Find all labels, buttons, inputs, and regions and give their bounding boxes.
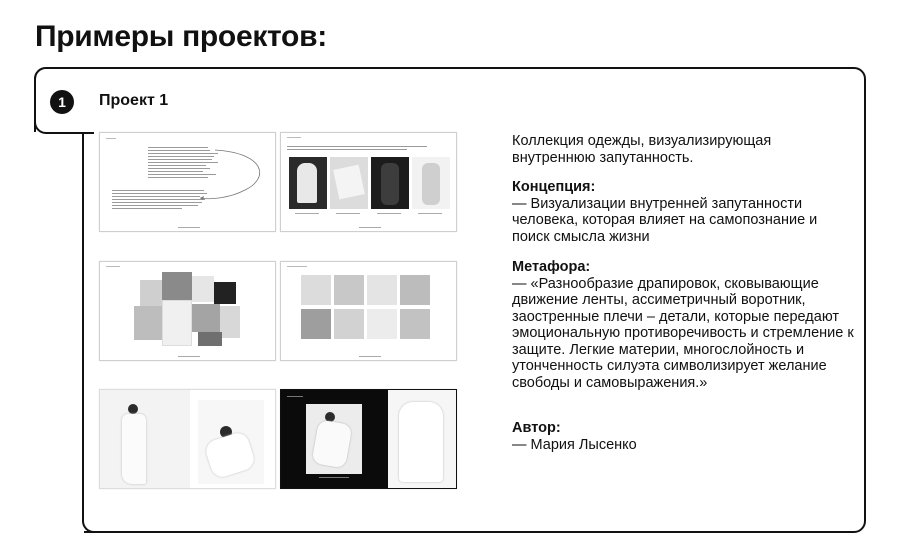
slide-thumbnail-5[interactable] <box>99 389 276 489</box>
concept-heading: Концепция: <box>512 179 596 195</box>
concept-text: — Визуализации внутренней запутанности человека, которая влияет на самопознание и поиск смысла жизни <box>512 195 818 245</box>
slide-thumbnail-4[interactable] <box>280 261 457 361</box>
author-text: — Мария Лысенко <box>512 436 637 453</box>
metaphor-block <box>512 259 857 391</box>
slide-thumbnail-6[interactable] <box>280 389 457 489</box>
author-block <box>512 420 857 453</box>
curve-decoration <box>195 148 275 208</box>
concept-block <box>512 179 857 245</box>
slide-thumbnail-1[interactable] <box>99 132 276 232</box>
card-mask <box>30 132 84 542</box>
metaphor-text: — «Разнообразие драпировок, сковывающие движение ленты, ассиметричный воротник, заостренные плечи – детали, которые передают эмоциональную противоречивость и стремление к защите. Легкие материи, многослойность и утонченность силуэта символизирует желание свободы и самовыражения.» <box>512 275 854 391</box>
slide-thumbnail-2[interactable] <box>280 132 457 232</box>
author-heading: Автор: <box>512 420 561 436</box>
project-intro: Коллекция одежды, визуализирующая внутреннюю запутанность. <box>512 133 772 166</box>
page-title: Примеры проектов: <box>35 20 327 53</box>
project-title: Проект 1 <box>99 92 169 109</box>
metaphor-heading: Метафора: <box>512 259 591 275</box>
project-number-badge: 1 <box>50 90 74 114</box>
slide-thumbnail-3[interactable] <box>99 261 276 361</box>
